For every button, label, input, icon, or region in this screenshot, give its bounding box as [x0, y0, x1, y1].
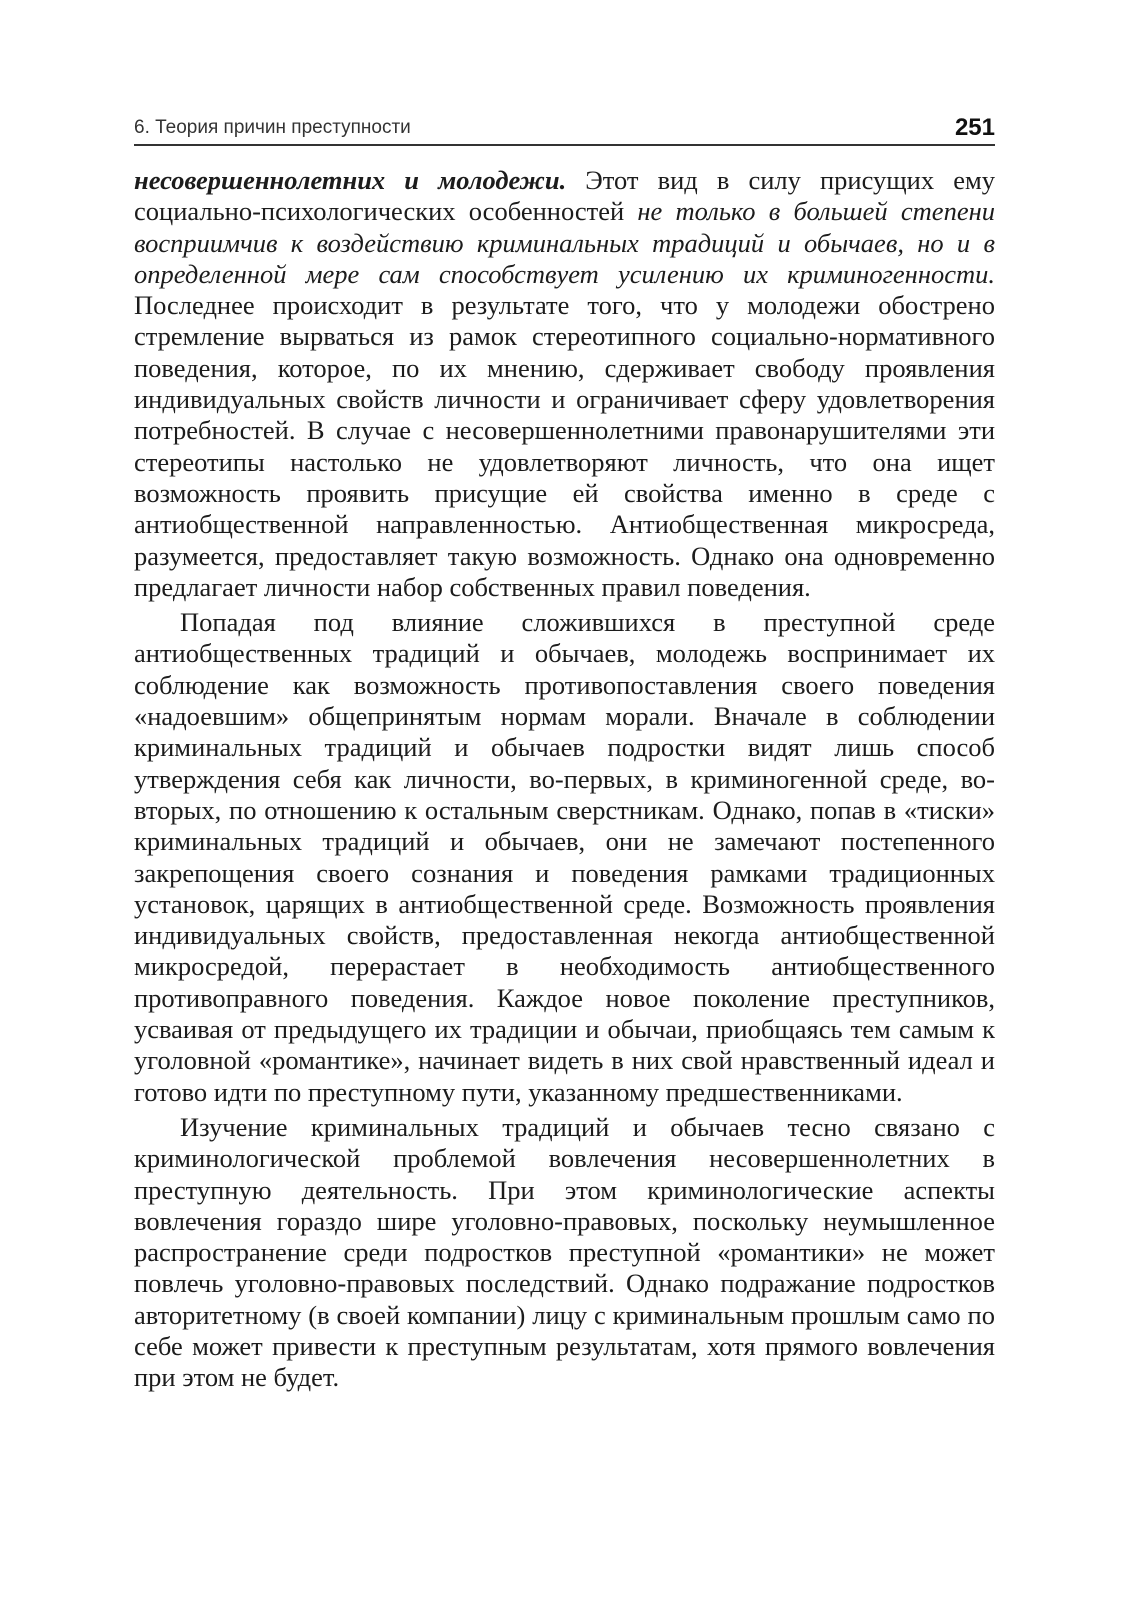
emphasis-italic: не только в большей степени восприимчив к воздействию криминальных традиций и обычаев, но и в определенной мере сам способствует усилению их криминогенности. [134, 196, 995, 289]
section-title: 6. Теория причин преступности [134, 117, 411, 138]
page-number: 251 [954, 114, 995, 141]
body-text [134, 165, 995, 1398]
emphasis-bold-italic: несовершеннолетних и молодежи. [134, 165, 567, 195]
paragraph-1-text-b: Последнее происходит в результате того, что у молодежи обострено стремление вырваться из рамок стереотипного социально-нормативного поведения, которое, по их мнению, сдерживает свободу проявления индивидуальных свойств личности и ограничивает сферу удовлетворения потребностей. В случае с несовершеннолетними правонарушителями эти стереотипы настолько не удовлетворяют личность, что она ищет возможность проявить присущие ей свойства именно в среде с антиобщественной направленностью. Антиобщественная микросреда, разумеется, предоставляет такую возможность. Однако она одновременно предлагает личности набор собственных правил поведения. [134, 290, 995, 602]
paragraph-1 [134, 165, 995, 603]
paragraph-2: Попадая под влияние сложившихся в преступной среде антиобщественных традиций и обычаев, молодежь воспринимает их соблюдение как возможность противопоставления своего поведения «надоевшим» общепринятым нормам морали. Вначале в соблюдении криминальных традиций и обычаев подростки видят лишь способ утверждения себя как личности, во-первых, в криминогенной среде, во-вторых, по отношению к остальным сверстникам. Однако, попав в «тиски» криминальных традиций и обычаев, они не замечают постепенного закрепощения своего сознания и поведения рамками традиционных установок, царящих в антиобщественной среде. Возможность проявления индивидуальных свойств, предоставленная некогда антиобщественной микросредой, перерастает в необходимость антиобщественного противоправного поведения. Каждое новое поколение преступников, усваивая от предыдущего их традиции и обычаи, приобщаясь тем самым к уголовной «романтике», начинает видеть в них свой нравственный идеал и готово идти по преступному пути, указанному предшественниками. [134, 607, 995, 1107]
paragraph-3: Изучение криминальных традиций и обычаев тесно связано с криминологической проблемой вовлечения несовершеннолетних в преступную деятельность. При этом криминологические аспекты вовлечения гораздо шире уголовно-правовых, поскольку неумышленное распространение среди подростков преступной «романтики» не может повлечь уголовно-правовых последствий. Однако подражание подростков авторитетному (в своей компании) лицу с криминальным прошлым само по себе может привести к преступным результатам, хотя прямого вовлечения при этом не будет. [134, 1111, 995, 1393]
running-header [134, 112, 995, 146]
paragraph-1-text-a: Этот вид в силу присущих ему социально-психологических особенностей [134, 165, 995, 227]
